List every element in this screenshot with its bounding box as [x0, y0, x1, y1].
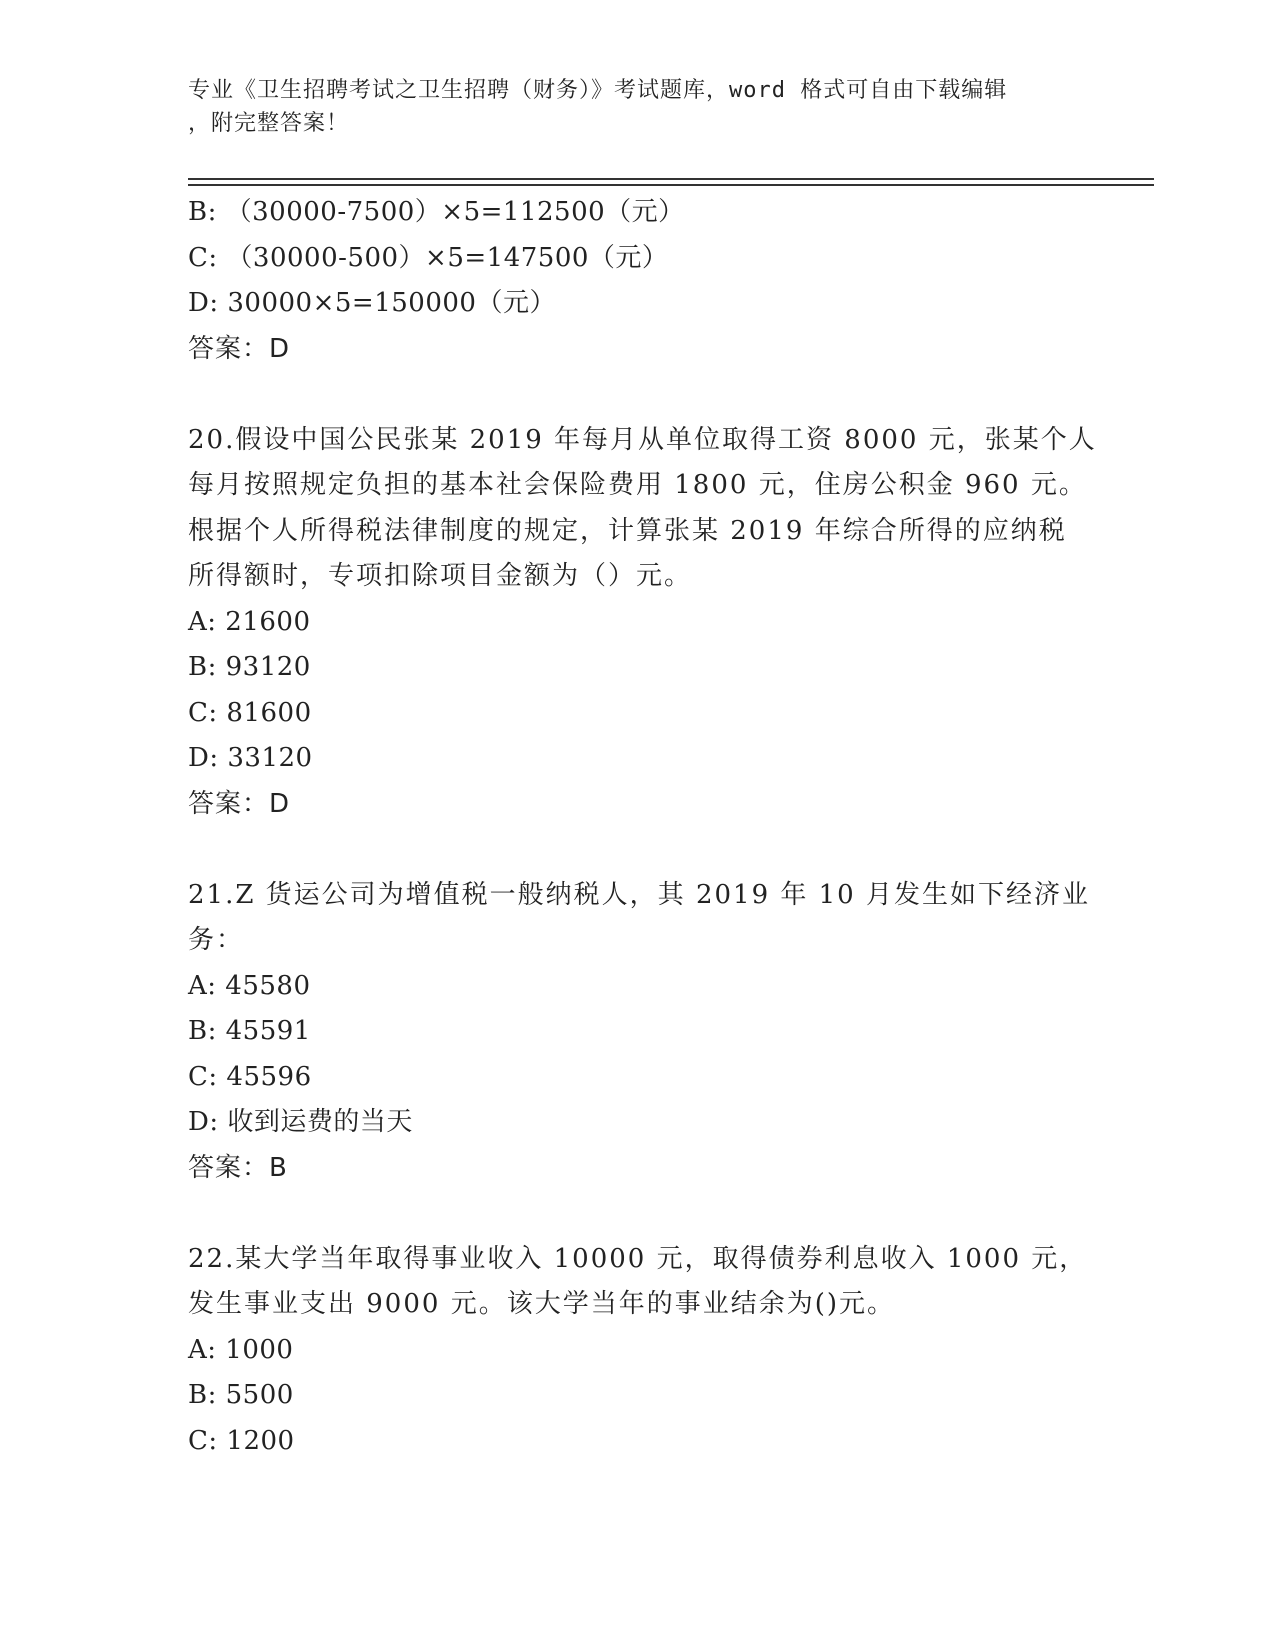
- q20-option-a: A: 21600: [188, 606, 311, 637]
- q21-option-c: C: 45596: [188, 1061, 312, 1092]
- spacer: [188, 372, 1088, 418]
- q22-option-c: C: 1200: [188, 1425, 295, 1456]
- q20-option-d: D: 33120: [188, 743, 313, 773]
- q20-stem-line-3: 根据个人所得税法律制度的规定，计算张某 2019 年综合所得的应纳税: [188, 515, 1067, 546]
- question-19: [188, 190, 1088, 372]
- q20-stem-line-2: 每月按照规定负担的基本社会保险费用 1800 元，住房公积金 960 元。: [188, 470, 1087, 500]
- q22-option-b: B: 5500: [188, 1380, 294, 1410]
- header-rule-top: [188, 178, 1154, 180]
- q20-option-b: B: 93120: [188, 652, 311, 682]
- q20-option-c: C: 81600: [188, 697, 312, 728]
- question-content: [188, 190, 1097, 1464]
- q21-option-d: D: 收到运费的当天: [188, 1107, 413, 1137]
- q20-stem-line-1: 20.假设中国公民张某 2019 年每月从单位取得工资 8000 元，张某个人: [188, 424, 1097, 455]
- q19-option-d: D: 30000×5=150000（元）: [188, 288, 556, 318]
- header-line-1: 专业《卫生招聘考试之卫生招聘（财务）》考试题库，word 格式可自由下载编辑: [188, 78, 1008, 103]
- q22-stem-line-2: 发生事业支出 9000 元。该大学当年的事业结余为()元。: [188, 1289, 895, 1319]
- q21-option-b: B: 45591: [188, 1016, 311, 1046]
- q21-stem-line-1: 21.Z 货运公司为增值税一般纳税人，其 2019 年 10 月发生如下经济业: [188, 879, 1090, 910]
- document-header: [188, 74, 1068, 140]
- spacer: [188, 1191, 1088, 1237]
- q20-answer: 答案：D: [188, 788, 291, 819]
- q21-answer: 答案：B: [188, 1152, 288, 1183]
- q21-stem-line-2: 务：: [188, 925, 245, 955]
- q21-option-a: A: 45580: [188, 970, 311, 1001]
- q19-option-b: B: （30000-7500）×5=112500（元）: [188, 197, 685, 227]
- header-rule-bottom: [188, 184, 1154, 186]
- question-21: [188, 873, 1088, 1192]
- q22-option-a: A: 1000: [188, 1334, 294, 1365]
- q19-option-c: C: （30000-500）×5=147500（元）: [188, 242, 669, 273]
- q20-stem-line-4: 所得额时，专项扣除项目金额为（）元。: [188, 561, 693, 591]
- spacer: [188, 827, 1088, 873]
- q22-stem-line-1: 22.某大学当年取得事业收入 10000 元，取得债券利息收入 1000 元，: [188, 1243, 1088, 1274]
- header-line-2: ，附完整答案！: [188, 111, 350, 136]
- question-22: [188, 1237, 1088, 1465]
- question-20: [188, 418, 1097, 828]
- q19-answer: 答案：D: [188, 333, 291, 364]
